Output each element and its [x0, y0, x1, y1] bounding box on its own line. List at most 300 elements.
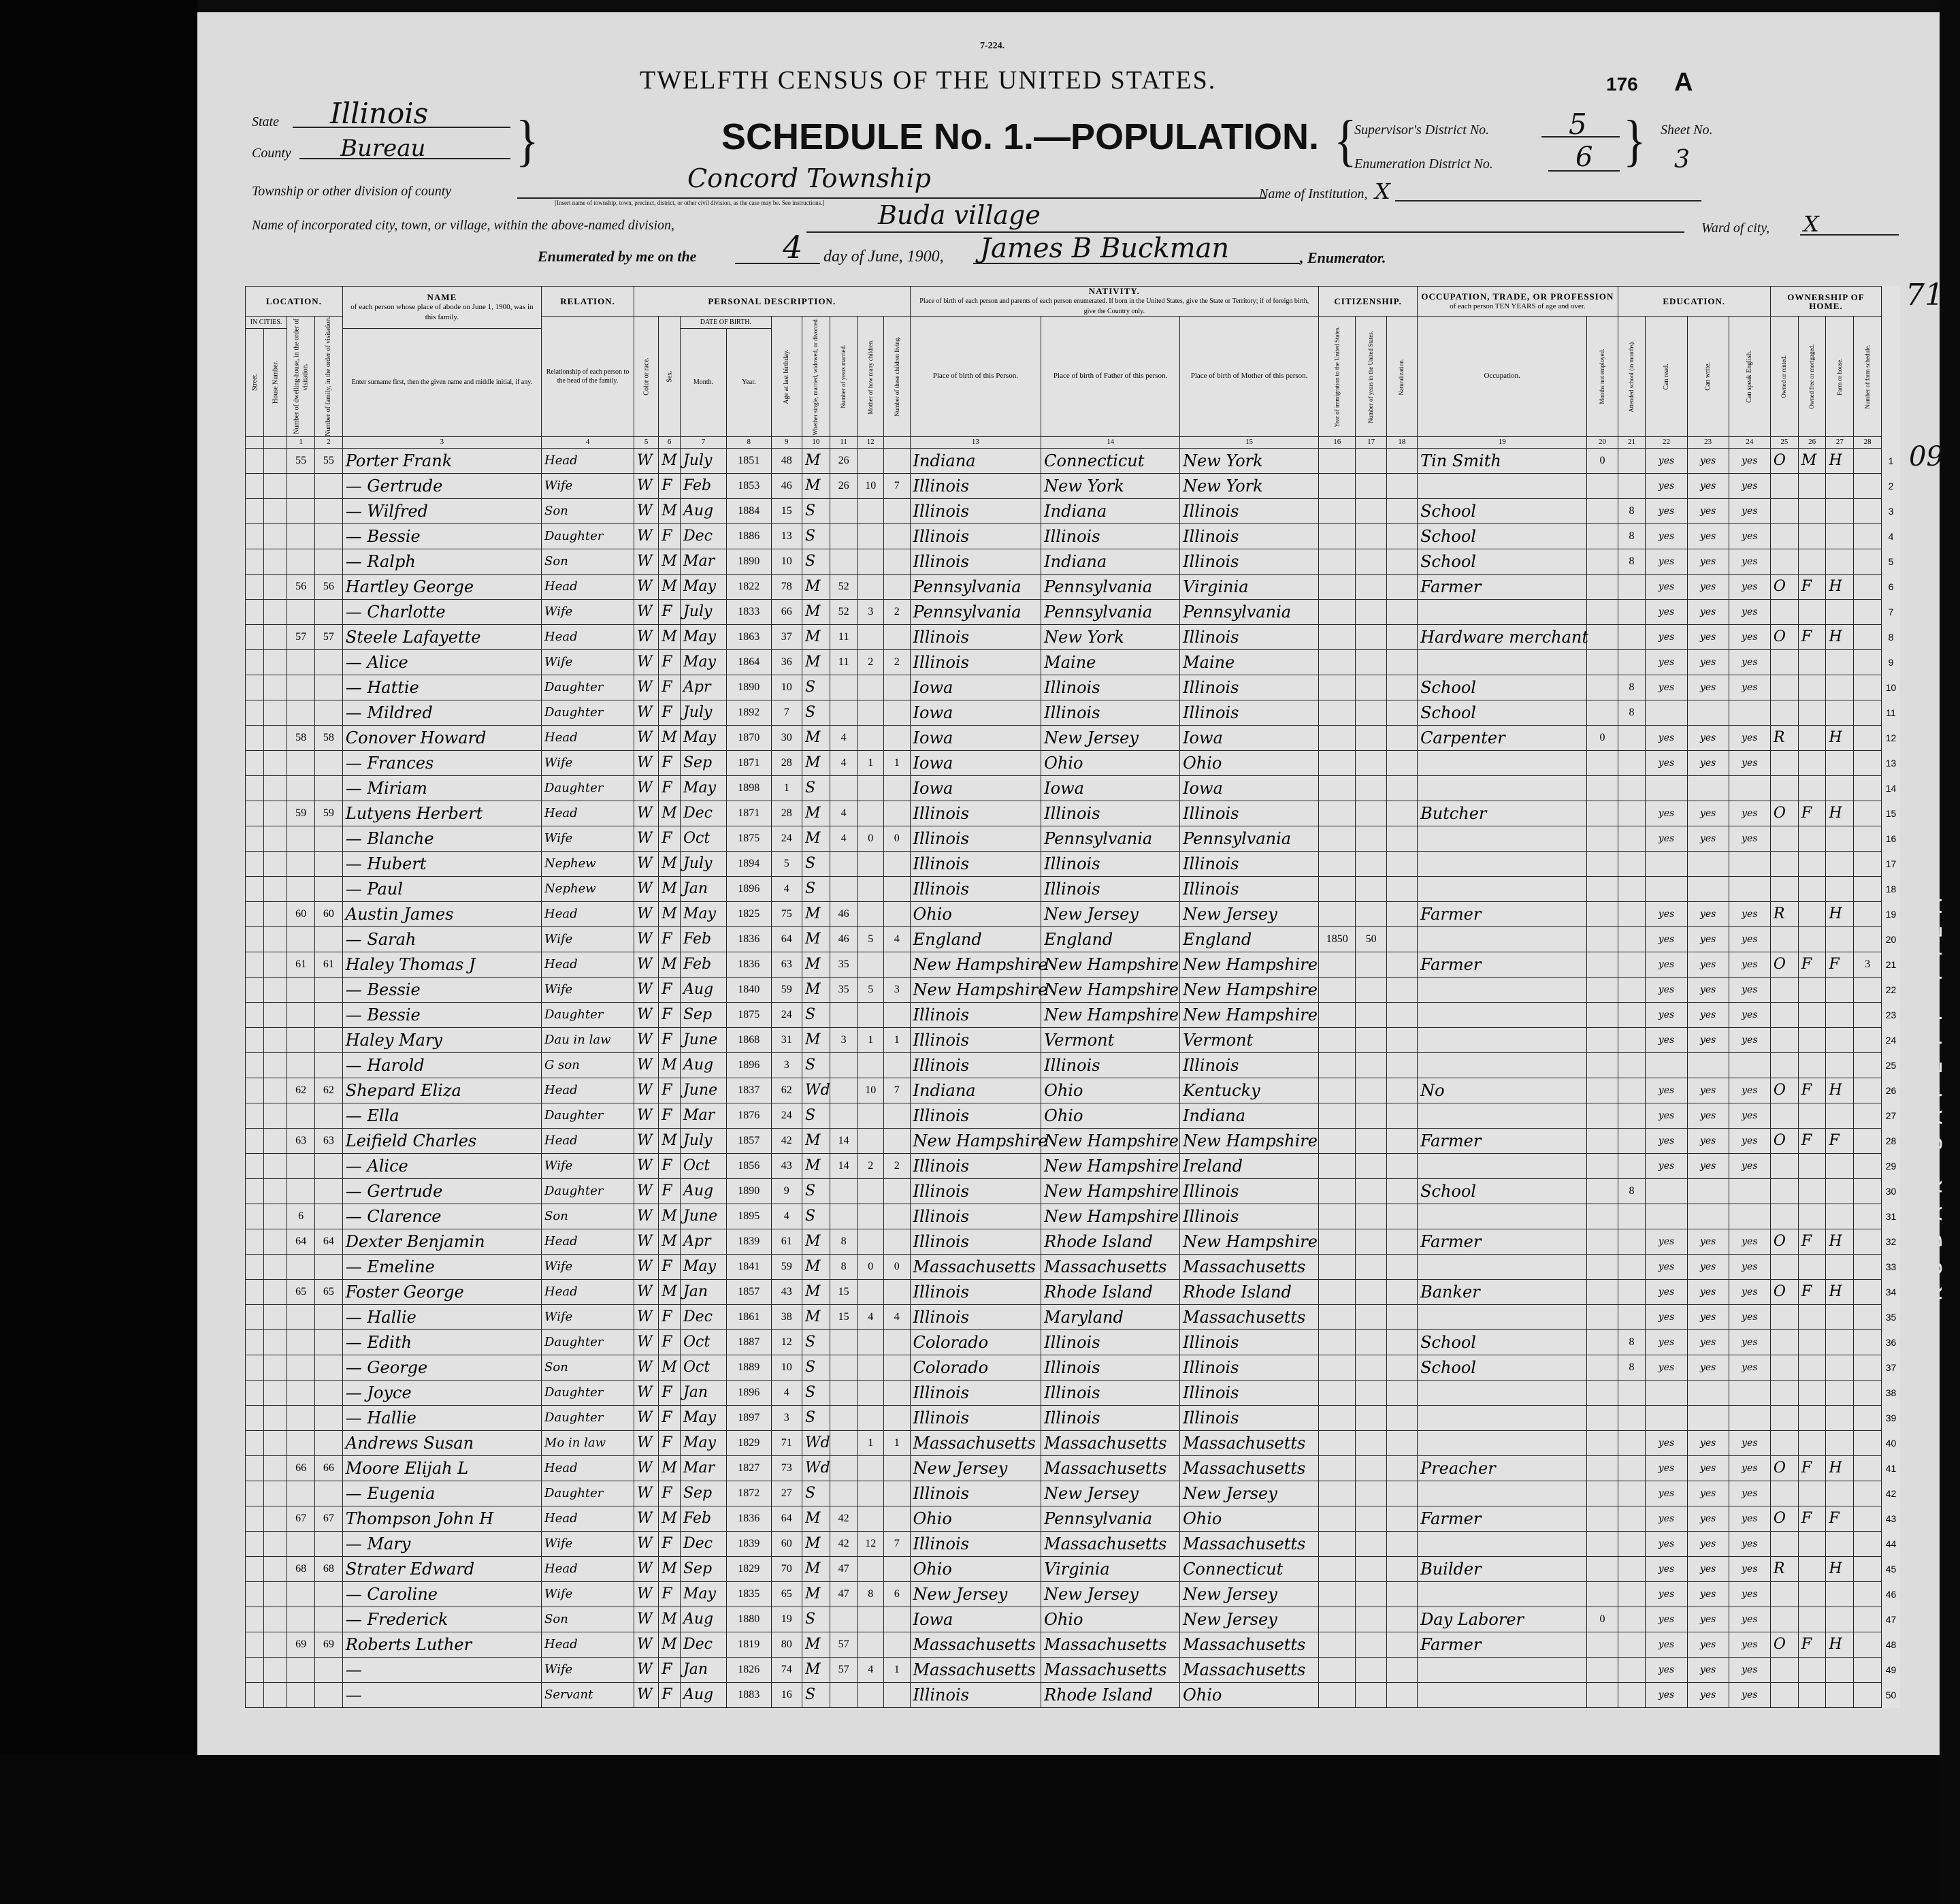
cell-sex: M — [659, 1607, 681, 1632]
cell-en — [1729, 1380, 1770, 1405]
cell-mo: 10 — [858, 473, 884, 498]
group-citizenship: CITIZENSHIP. — [1319, 287, 1418, 317]
cell-month: May — [680, 624, 726, 649]
cell-mo — [858, 1682, 884, 1707]
col-street: Street. — [246, 328, 264, 436]
cell-color: W — [634, 1531, 659, 1556]
cell-yrs — [1356, 876, 1386, 901]
cell-wr — [1687, 1405, 1729, 1430]
cell-mo: 2 — [858, 1153, 884, 1178]
cell-month: Aug — [680, 977, 726, 1002]
cell-rd: yes — [1646, 523, 1687, 549]
cell-fh — [1826, 1178, 1854, 1204]
cell-occ: Farmer — [1418, 1229, 1587, 1254]
cell-empty — [246, 649, 264, 675]
cell-year: 1871 — [726, 801, 771, 826]
cell-empty — [246, 901, 264, 926]
line-number: 29 — [1885, 1160, 1897, 1172]
table-row — [246, 448, 1901, 473]
cell-pobf: New Hampshire — [1041, 1204, 1180, 1229]
cell-sch — [1618, 1481, 1646, 1506]
cell-sex: M — [659, 448, 681, 473]
col-can-read: Can read. — [1646, 317, 1687, 437]
cell-month: Dec — [680, 1632, 726, 1657]
cell-marital: M — [802, 952, 830, 977]
cell-relation: Head — [542, 1632, 634, 1657]
cell-yrs — [1356, 649, 1386, 675]
cell-sch — [1618, 1254, 1646, 1279]
cell-family — [314, 1657, 342, 1682]
cell-fs — [1854, 1052, 1882, 1078]
cell-pobm: Massachusetts — [1180, 1254, 1319, 1279]
cell-empty — [264, 1052, 287, 1078]
column-number: 17 — [1356, 436, 1386, 448]
cell-empty — [264, 826, 287, 851]
cell-yrs — [1356, 1657, 1386, 1682]
cell-name: — Frances — [342, 750, 541, 775]
cell-ym: 47 — [830, 1556, 858, 1581]
table-row — [246, 1682, 1901, 1707]
cell-age: 4 — [771, 1380, 802, 1405]
cell-wr: yes — [1687, 901, 1729, 926]
cell-occ: Hardware merchant — [1418, 624, 1587, 649]
cell-yrs — [1356, 1632, 1386, 1657]
cell-imm — [1319, 1204, 1356, 1229]
cell-relation: Head — [542, 1229, 634, 1254]
cell-ym: 8 — [830, 1254, 858, 1279]
line-number: 4 — [1888, 530, 1894, 542]
cell-lv: 1 — [884, 750, 911, 775]
cell-relation: Wife — [542, 1254, 634, 1279]
cell-color: W — [634, 1632, 659, 1657]
cell-fh: H — [1826, 624, 1854, 649]
cell-mo — [858, 1178, 884, 1204]
cell-marital: S — [802, 549, 830, 574]
cell-pobm: Ireland — [1180, 1153, 1319, 1178]
column-number: 26 — [1798, 436, 1826, 448]
cell-marital: M — [802, 926, 830, 952]
cell-sch — [1618, 775, 1646, 801]
cell-own: R — [1770, 901, 1798, 926]
cell-color: W — [634, 1178, 659, 1204]
cell-wr: yes — [1687, 926, 1729, 952]
cell-rd: yes — [1646, 574, 1687, 599]
cell-empty — [264, 1178, 287, 1204]
column-number — [246, 436, 264, 448]
cell-dwelling — [287, 876, 315, 901]
group-date-of-birth: DATE OF BIRTH. — [680, 317, 771, 329]
cell-family: 56 — [314, 574, 342, 599]
cell-relation: Wife — [542, 1581, 634, 1607]
line-number: 20 — [1885, 933, 1897, 945]
cell-unemp — [1587, 952, 1618, 977]
cell-fm — [1798, 1556, 1826, 1581]
cell-name: — Sarah — [342, 926, 541, 952]
cell-fm — [1798, 1254, 1826, 1279]
cell-unemp — [1587, 1380, 1618, 1405]
cell-empty — [1386, 1002, 1417, 1027]
cell-fh: F — [1826, 952, 1854, 977]
cell-pobm: Iowa — [1180, 725, 1319, 750]
cell-pobm: New Jersey — [1180, 1607, 1319, 1632]
cell-sex: F — [659, 523, 681, 549]
cell-family — [314, 1430, 342, 1455]
cell-age: 13 — [771, 523, 802, 549]
cell-mo — [858, 498, 884, 523]
sheet-label: Sheet No. — [1661, 123, 1713, 138]
line-number: 16 — [1885, 833, 1897, 844]
cell-dwelling — [287, 926, 315, 952]
line-number: 18 — [1885, 883, 1897, 894]
cell-year: 1839 — [726, 1531, 771, 1556]
cell-relation: Son — [542, 1204, 634, 1229]
cell-color: W — [634, 901, 659, 926]
cell-wr: yes — [1687, 574, 1729, 599]
cell-color: W — [634, 851, 659, 876]
group-nativity — [910, 287, 1318, 317]
cell-name: Porter Frank — [342, 448, 541, 473]
cell-pob: Illinois — [910, 826, 1041, 851]
township-value: Concord Township — [687, 163, 931, 193]
cell-imm — [1319, 826, 1356, 851]
cell-rd: yes — [1646, 952, 1687, 977]
cell-empty — [246, 1304, 264, 1329]
line-number: 7 — [1888, 606, 1894, 617]
cell-empty — [246, 1355, 264, 1380]
cell-pob: Ohio — [910, 1556, 1041, 1581]
cell-ym: 14 — [830, 1153, 858, 1178]
cell-pobm: Pennsylvania — [1180, 826, 1319, 851]
cell-fh: H — [1826, 1078, 1854, 1103]
cell-year: 1833 — [726, 599, 771, 624]
cell-pobf: Massachusetts — [1041, 1632, 1180, 1657]
cell-en: yes — [1729, 901, 1770, 926]
table-row — [246, 1204, 1901, 1229]
cell-yrs — [1356, 1027, 1386, 1052]
cell-unemp — [1587, 1002, 1618, 1027]
cell-empty — [264, 1103, 287, 1128]
cell-empty — [264, 1556, 287, 1581]
cell-sch — [1618, 851, 1646, 876]
cell-pobf: Illinois — [1041, 801, 1180, 826]
cell-pob: Illinois — [910, 801, 1041, 826]
cell-yrs — [1356, 851, 1386, 876]
cell-rd: yes — [1646, 675, 1687, 700]
cell-marital: S — [802, 1682, 830, 1707]
cell-imm — [1319, 473, 1356, 498]
column-number: 27 — [1826, 436, 1854, 448]
cell-empty — [1386, 1027, 1417, 1052]
cell-empty — [264, 1632, 287, 1657]
cell-empty — [246, 1405, 264, 1430]
cell-lv — [884, 549, 911, 574]
cell-pobm: Illinois — [1180, 876, 1319, 901]
cell-empty — [264, 725, 287, 750]
cell-empty — [1386, 901, 1417, 926]
cell-dwelling — [287, 1581, 315, 1607]
cell-fh: H — [1826, 574, 1854, 599]
cell-pobm: Illinois — [1180, 1052, 1319, 1078]
cell-marital: Wd — [802, 1078, 830, 1103]
col-relation: Relationship of each person to the head of the family. — [542, 317, 634, 437]
cell-year: 1872 — [726, 1481, 771, 1506]
cell-sch: 8 — [1618, 700, 1646, 725]
cell-empty — [246, 826, 264, 851]
cell-occ — [1418, 1103, 1587, 1128]
cell-empty — [246, 1632, 264, 1657]
cell-fs — [1854, 851, 1882, 876]
cell-pob: Illinois — [910, 1279, 1041, 1304]
cell-family: 62 — [314, 1078, 342, 1103]
cell-sch — [1618, 1002, 1646, 1027]
cell-pobf: Illinois — [1041, 1052, 1180, 1078]
cell-pobf: Pennsylvania — [1041, 574, 1180, 599]
cell-pobm: Pennsylvania — [1180, 599, 1319, 624]
cell-lv — [884, 1128, 911, 1153]
cell-pobm: Indiana — [1180, 1103, 1319, 1128]
column-number: 5 — [634, 436, 659, 448]
cell-pobm: Illinois — [1180, 1329, 1319, 1355]
cell-occ — [1418, 1002, 1587, 1027]
cell-rd: yes — [1646, 448, 1687, 473]
group-occupation — [1418, 287, 1618, 317]
cell-yrs — [1356, 1229, 1386, 1254]
cell-sch: 8 — [1618, 1329, 1646, 1355]
cell-year: 1896 — [726, 1380, 771, 1405]
line-number: 26 — [1885, 1084, 1897, 1096]
cell-year: 1886 — [726, 523, 771, 549]
cell-family — [314, 977, 342, 1002]
table-row — [246, 1405, 1901, 1430]
cell-fh — [1826, 1380, 1854, 1405]
column-number: 12 — [858, 436, 884, 448]
cell-color: W — [634, 1002, 659, 1027]
cell-sch — [1618, 1279, 1646, 1304]
cell-unemp — [1587, 1103, 1618, 1128]
cell-month: July — [680, 851, 726, 876]
cell-yrs — [1356, 675, 1386, 700]
cell-lv: 1 — [884, 1430, 911, 1455]
cell-dwelling — [287, 1430, 315, 1455]
cell-year: 1895 — [726, 1204, 771, 1229]
line-number: 25 — [1885, 1059, 1897, 1071]
population-rows — [246, 448, 1901, 1707]
column-number: 10 — [802, 436, 830, 448]
cell-relation: Head — [542, 448, 634, 473]
cell-sch — [1618, 1430, 1646, 1455]
cell-unemp — [1587, 876, 1618, 901]
cell-fh — [1826, 1607, 1854, 1632]
cell-family — [314, 1481, 342, 1506]
cell-color: W — [634, 1229, 659, 1254]
cell-pob: Iowa — [910, 700, 1041, 725]
cell-occ — [1418, 876, 1587, 901]
cell-pobm: New Hampshire — [1180, 977, 1319, 1002]
line-number: 15 — [1885, 807, 1897, 819]
col-pob-mother: Place of birth of Mother of this person. — [1180, 317, 1319, 437]
cell-fs — [1854, 1002, 1882, 1027]
cell-mo — [858, 1279, 884, 1304]
cell-name: — Gertrude — [342, 1178, 541, 1204]
table-row — [246, 1153, 1901, 1178]
cell-pobf: Pennsylvania — [1041, 826, 1180, 851]
column-number: 28 — [1854, 436, 1882, 448]
cell-dwelling — [287, 1607, 315, 1632]
cell-wr: yes — [1687, 1229, 1729, 1254]
cell-fm — [1798, 1355, 1826, 1380]
line-number: 1 — [1888, 455, 1894, 466]
cell-relation: Daughter — [542, 1178, 634, 1204]
cell-en: yes — [1729, 1506, 1770, 1531]
line-number: 22 — [1885, 984, 1897, 995]
cell-occ — [1418, 1304, 1587, 1329]
cell-month: Jan — [680, 1279, 726, 1304]
cell-rd: yes — [1646, 901, 1687, 926]
cell-rd — [1646, 1204, 1687, 1229]
cell-occ — [1418, 1481, 1587, 1506]
cell-color: W — [634, 1103, 659, 1128]
cell-color: W — [634, 1581, 659, 1607]
cell-dwelling — [287, 1481, 315, 1506]
cell-empty — [246, 926, 264, 952]
cell-occ: Farmer — [1418, 901, 1587, 926]
cell-fs — [1854, 700, 1882, 725]
cell-pobm: Illinois — [1180, 523, 1319, 549]
cell-mo — [858, 1204, 884, 1229]
cell-fh — [1826, 1581, 1854, 1607]
cell-fs — [1854, 498, 1882, 523]
cell-unemp — [1587, 1430, 1618, 1455]
table-row — [246, 1279, 1901, 1304]
cell-unemp — [1587, 851, 1618, 876]
cell-fm — [1798, 549, 1826, 574]
col-dwelling: Number of dwelling-house, in the order of visitation. — [287, 317, 315, 437]
cell-mo: 5 — [858, 977, 884, 1002]
cell-sch — [1618, 1153, 1646, 1178]
cell-dwelling — [287, 1254, 315, 1279]
cell-empty — [264, 1481, 287, 1506]
line-number: 11 — [1886, 707, 1896, 718]
group-name — [342, 287, 541, 329]
enumerated-day-suffix: day of June, 1900, — [823, 248, 944, 265]
cell-pob: Indiana — [910, 1078, 1041, 1103]
cell-name: — Joyce — [342, 1380, 541, 1405]
cell-mo — [858, 851, 884, 876]
cell-family: 64 — [314, 1229, 342, 1254]
cell-rd — [1646, 700, 1687, 725]
cell-sch: 8 — [1618, 1355, 1646, 1380]
col-occupation: Occupation. — [1418, 317, 1587, 437]
cell-pobf: Massachusetts — [1041, 1430, 1180, 1455]
cell-empty — [246, 1052, 264, 1078]
cell-lv — [884, 1405, 911, 1430]
cell-empty — [1386, 1581, 1417, 1607]
line-number: 13 — [1885, 757, 1897, 769]
cell-imm — [1319, 1027, 1356, 1052]
line-number: 3 — [1888, 505, 1894, 517]
line-number: 36 — [1885, 1336, 1897, 1348]
table-row — [246, 1380, 1901, 1405]
cell-fs — [1854, 1178, 1882, 1204]
line-number: 38 — [1885, 1387, 1897, 1398]
cell-wr — [1687, 1204, 1729, 1229]
cell-sex: M — [659, 624, 681, 649]
cell-unemp — [1587, 1052, 1618, 1078]
cell-pob: Colorado — [910, 1355, 1041, 1380]
cell-fm — [1798, 1153, 1826, 1178]
cell-yrs — [1356, 826, 1386, 851]
line-number: 2 — [1888, 480, 1894, 491]
cell-age: 1 — [771, 775, 802, 801]
cell-pobm: Illinois — [1180, 851, 1319, 876]
city-label: Name of incorporated city, town, or village, within the above-named division, — [252, 218, 675, 233]
cell-color: W — [634, 1405, 659, 1430]
cell-mo — [858, 448, 884, 473]
cell-imm — [1319, 1078, 1356, 1103]
cell-ym: 11 — [830, 624, 858, 649]
cell-imm — [1319, 1229, 1356, 1254]
cell-own — [1770, 1581, 1798, 1607]
cell-empty — [246, 1455, 264, 1481]
cell-relation: Head — [542, 1506, 634, 1531]
cell-ym: 3 — [830, 1027, 858, 1052]
cell-wr: yes — [1687, 1581, 1729, 1607]
cell-empty — [246, 801, 264, 826]
cell-sch — [1618, 649, 1646, 675]
cell-mo — [858, 574, 884, 599]
cell-lv — [884, 1103, 911, 1128]
cell-year: 1829 — [726, 1556, 771, 1581]
cell-relation: Wife — [542, 926, 634, 952]
cell-sch — [1618, 1607, 1646, 1632]
table-row — [246, 1531, 1901, 1556]
cell-fh — [1826, 523, 1854, 549]
cell-fm — [1798, 1304, 1826, 1329]
cell-relation: Head — [542, 1279, 634, 1304]
cell-empty — [246, 523, 264, 549]
cell-sex: F — [659, 599, 681, 624]
cell-pob: Massachusetts — [910, 1254, 1041, 1279]
cell-lv — [884, 624, 911, 649]
cell-mo: 5 — [858, 926, 884, 952]
col-owned-rented: Owned or rented. — [1770, 317, 1798, 437]
cell-month: Oct — [680, 1329, 726, 1355]
cell-relation: Wife — [542, 1531, 634, 1556]
cell-empty — [246, 1027, 264, 1052]
cell-imm — [1319, 901, 1356, 926]
cell-own — [1770, 1355, 1798, 1380]
cell-dwelling: 63 — [287, 1128, 315, 1153]
cell-pobf: New York — [1041, 624, 1180, 649]
cell-sex: M — [659, 574, 681, 599]
cell-marital: M — [802, 1506, 830, 1531]
cell-relation: Head — [542, 624, 634, 649]
cell-fs — [1854, 1682, 1882, 1707]
cell-en: yes — [1729, 1481, 1770, 1506]
cell-month: Sep — [680, 1556, 726, 1581]
cell-own — [1770, 498, 1798, 523]
cell-empty — [246, 1229, 264, 1254]
cell-relation: Daughter — [542, 1103, 634, 1128]
cell-fh — [1826, 876, 1854, 901]
cell-marital: S — [802, 1355, 830, 1380]
cell-fm — [1798, 1052, 1826, 1078]
cell-year: 1890 — [726, 1178, 771, 1204]
cell-empty — [246, 549, 264, 574]
cell-dwelling — [287, 675, 315, 700]
cell-own — [1770, 1304, 1798, 1329]
cell-fs — [1854, 1329, 1882, 1355]
